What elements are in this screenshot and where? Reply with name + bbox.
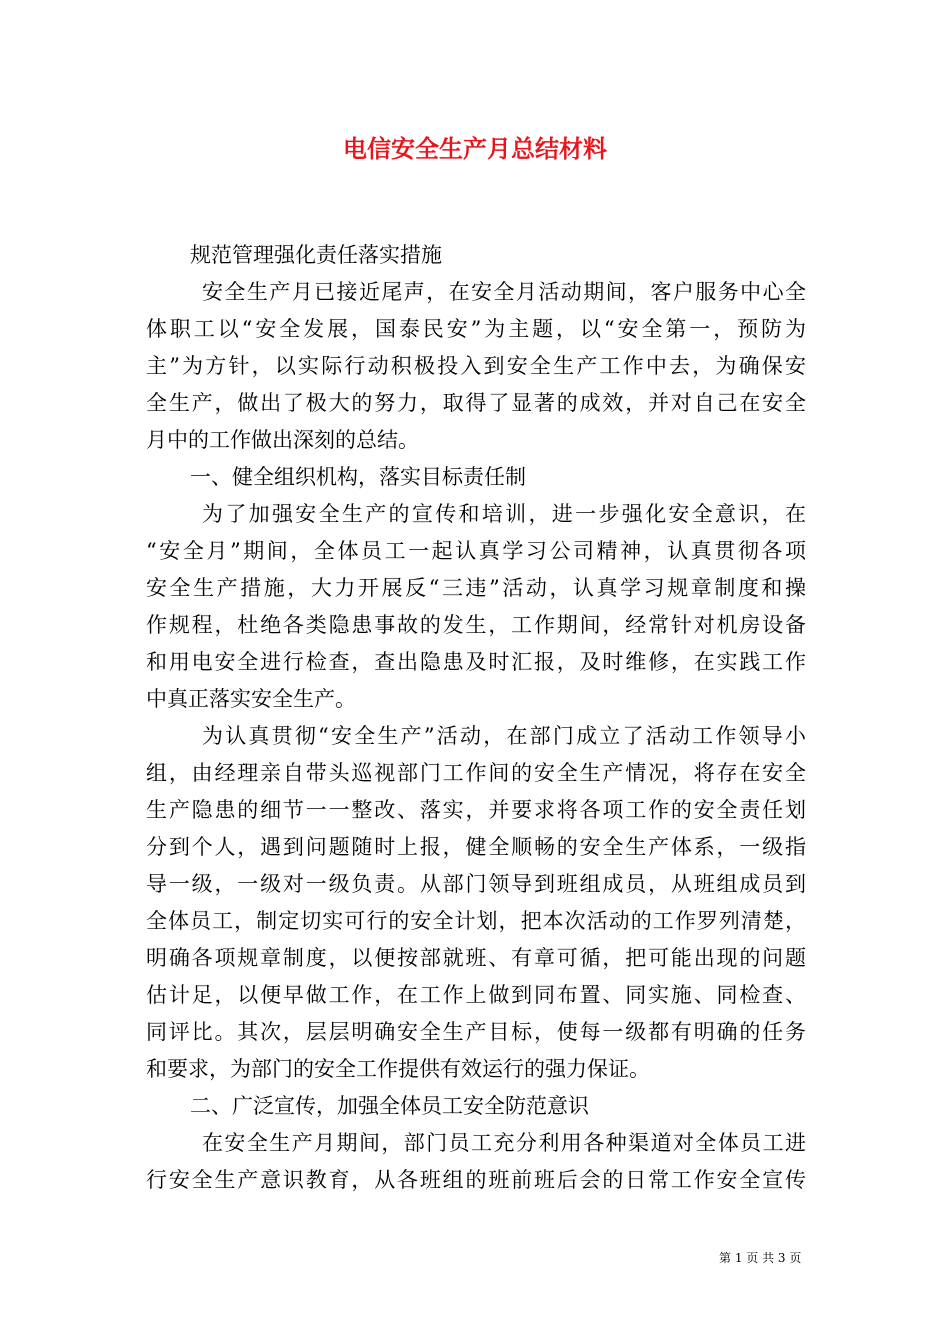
text-line: 为了加强安全生产的宣传和培训，进一步强化安全意识，在	[202, 502, 806, 526]
text-line: 安全生产措施，大力开展反“三违”活动，认真学习规章制度和操	[146, 576, 806, 600]
text-line: 中真正落实安全生产。	[146, 687, 356, 711]
text-line: 作规程，杜绝各类隐患事故的发生，工作期间，经常针对机房设备	[146, 613, 806, 637]
paragraph	[146, 496, 806, 718]
text-line: 同评比。其次，层层明确安全生产目标，使每一级都有明确的任务	[146, 1020, 806, 1044]
text-line: 二、广泛宣传，加强全体员工安全防范意识	[190, 1094, 589, 1118]
text-line: 一、健全组织机构，落实目标责任制	[190, 465, 526, 489]
paragraph	[146, 1125, 806, 1199]
text-line: 月中的工作做出深刻的总结。	[146, 428, 419, 452]
text-line: 分到个人，遇到问题随时上报，健全顺畅的安全生产体系，一级指	[146, 835, 806, 859]
text-line: 行安全生产意识教育，从各班组的班前班后会的日常工作安全宣传	[146, 1168, 806, 1192]
text-line: 在安全生产月期间，部门员工充分利用各种渠道对全体员工进	[202, 1131, 806, 1155]
paragraph	[146, 274, 806, 459]
text-line: “安全月”期间，全体员工一起认真学习公司精神，认真贯彻各项	[146, 539, 806, 563]
text-line: 为认真贯彻“安全生产”活动，在部门成立了活动工作领导小	[202, 724, 806, 748]
text-line: 主”为方针，以实际行动积极投入到安全生产工作中去，为确保安	[146, 354, 806, 378]
text-line: 和要求，为部门的安全工作提供有效运行的强力保证。	[146, 1057, 650, 1081]
paragraph	[146, 718, 806, 1088]
document-body	[146, 237, 806, 1199]
section-heading	[146, 1088, 806, 1125]
section-heading	[146, 237, 806, 274]
text-line: 生产隐患的细节一一整改、落实，并要求将各项工作的安全责任划	[146, 798, 806, 822]
text-line: 体职工以“安全发展，国泰民安”为主题，以“安全第一，预防为	[146, 317, 806, 341]
section-heading	[146, 459, 806, 496]
text-line: 安全生产月已接近尾声，在安全月活动期间，客户服务中心全	[202, 280, 806, 304]
text-line: 全体员工，制定切实可行的安全计划，把本次活动的工作罗列清楚，	[146, 909, 806, 933]
text-line: 组，由经理亲自带头巡视部门工作间的安全生产情况，将存在安全	[146, 761, 806, 785]
text-line: 估计足，以便早做工作，在工作上做到同布置、同实施、同检查、	[146, 983, 806, 1007]
text-line: 全生产，做出了极大的努力，取得了显著的成效，并对自己在安全	[146, 391, 806, 415]
document-title: 电信安全生产月总结材料	[343, 134, 607, 163]
page-number: 第 1 页 共 3 页	[719, 1251, 802, 1265]
text-line: 和用电安全进行检查，查出隐患及时汇报，及时维修，在实践工作	[146, 650, 806, 674]
text-line: 导一级，一级对一级负责。从部门领导到班组成员，从班组成员到	[146, 872, 806, 896]
text-line: 明确各项规章制度，以便按部就班、有章可循，把可能出现的问题	[146, 946, 806, 970]
text-line: 规范管理强化责任落实措施	[190, 243, 442, 267]
